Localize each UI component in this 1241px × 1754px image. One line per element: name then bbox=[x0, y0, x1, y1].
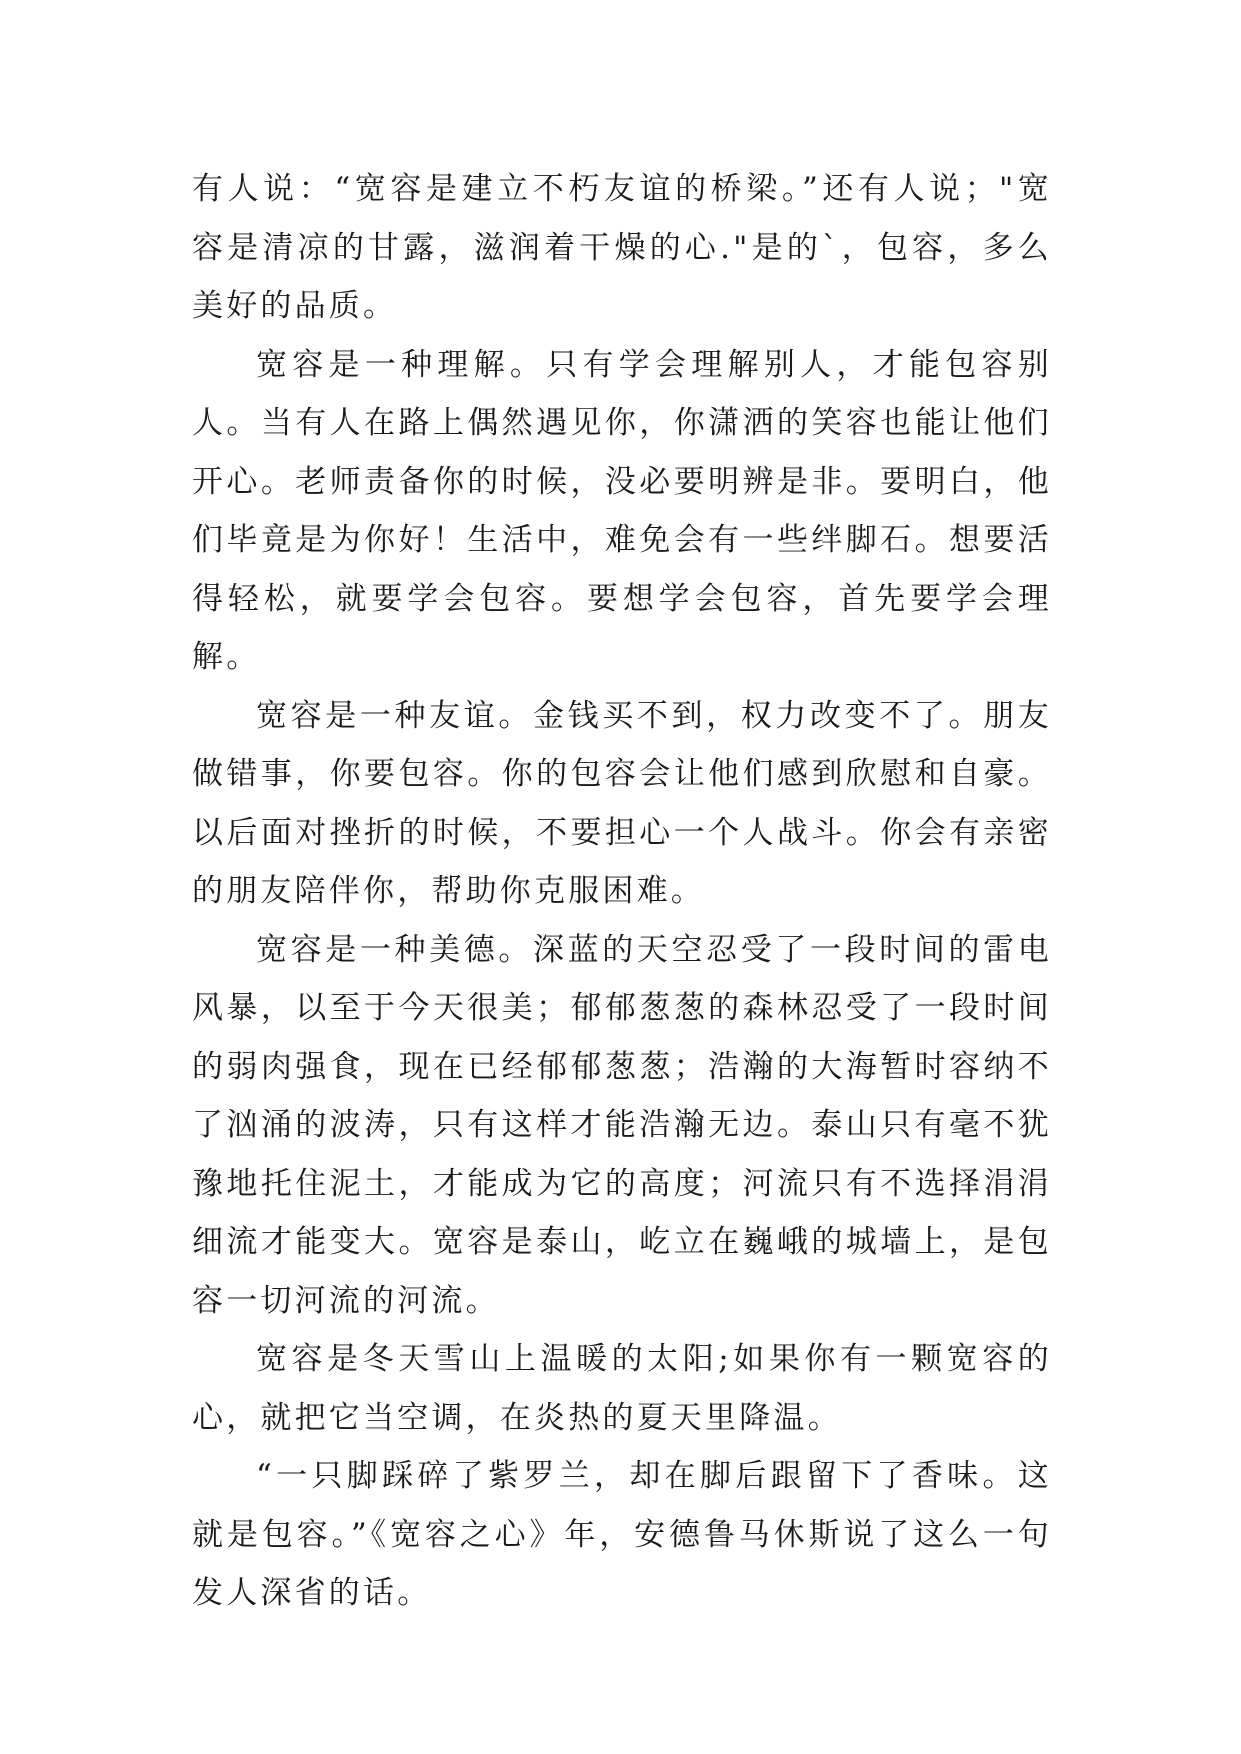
paragraph-friendship: 宽容是一种友谊。金钱买不到，权力改变不了。朋友做错事，你要包容。你的包容会让他们感到欣慰和自豪。以后面对挫折的时候，不要担心一个人战斗。你会有亲密的朋友陪伴你，帮助你克服困难。 bbox=[192, 697, 1052, 909]
paragraph-understanding: 宽容是一种理解。只有学会理解别人，才能包容别人。当有人在路上偶然遇见你，你潇洒的笑容也能让他们开心。老师责备你的时候，没必要明辨是非。要明白，他们毕竟是为你好！生活中，难免会有一些绊脚石。想要活得轻松，就要学会包容。要想学会包容，首先要学会理解。 bbox=[192, 346, 1052, 675]
document-body bbox=[192, 160, 1052, 1623]
paragraph-quote: “一只脚踩碎了紫罗兰，却在脚后跟留下了香味。这就是包容。”《宽容之心》年，安德鲁马休斯说了这么一句发人深省的话。 bbox=[192, 1458, 1052, 1611]
paragraph-sun: 宽容是冬天雪山上温暖的太阳;如果你有一颗宽容的心，就把它当空调，在炎热的夏天里降温。 bbox=[192, 1341, 1052, 1436]
paragraph-virtue: 宽容是一种美德。深蓝的天空忍受了一段时间的雷电风暴，以至于今天很美；郁郁葱葱的森林忍受了一段时间的弱肉强食，现在已经郁郁葱葱；浩瀚的大海暂时容纳不了汹涌的波涛，只有这样才能浩瀚无边。泰山只有毫不犹豫地托住泥土，才能成为它的高度；河流只有不选择涓涓细流才能变大。宽容是泰山，屹立在巍峨的城墙上，是包容一切河流的河流。 bbox=[192, 931, 1052, 1319]
paragraph-intro: 有人说：“宽容是建立不朽友谊的桥梁。”还有人说；"宽容是清凉的甘露，滋润着干燥的心."是的`，包容，多么美好的品质。 bbox=[192, 171, 1052, 324]
